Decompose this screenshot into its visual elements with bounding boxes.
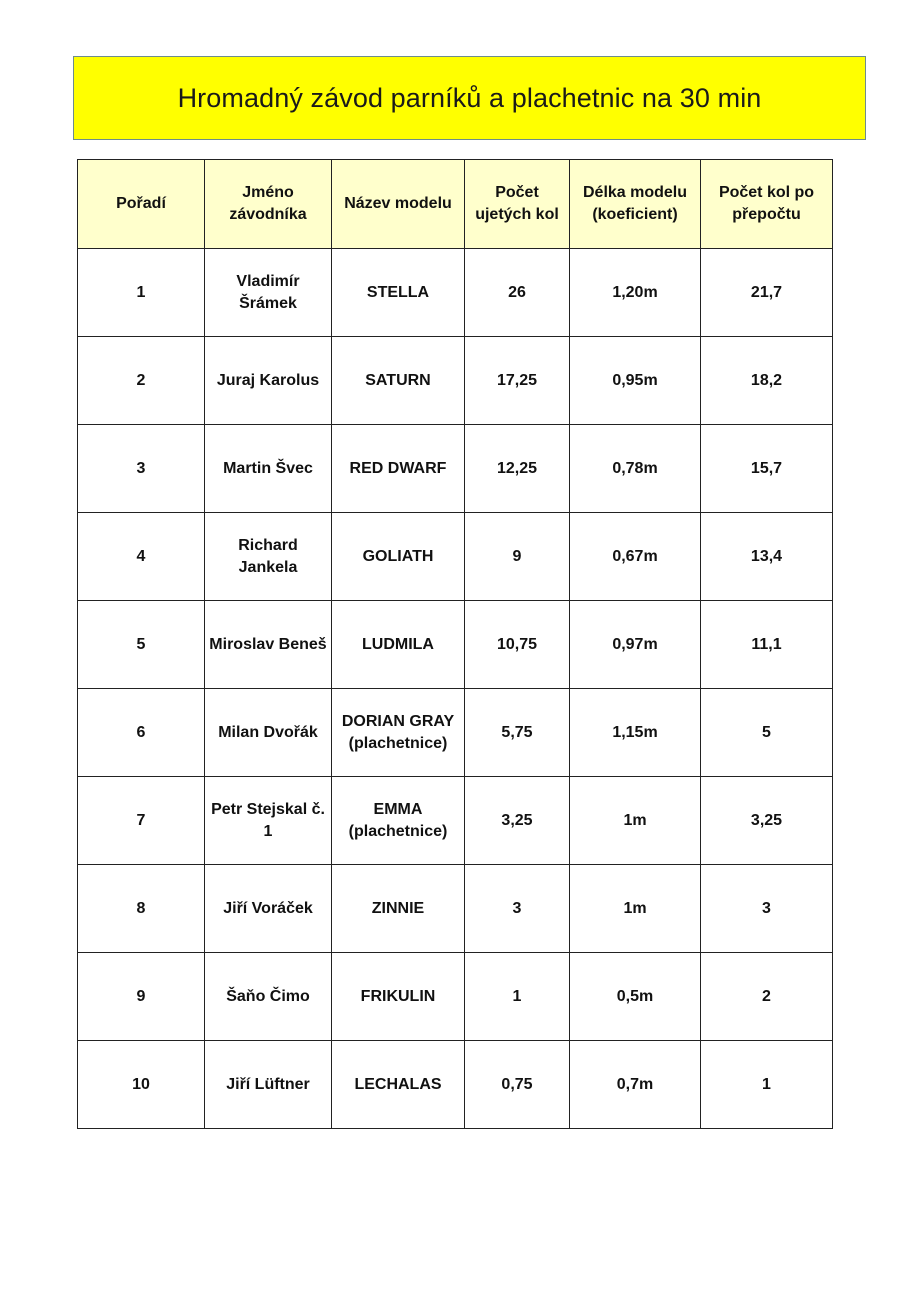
- model-length-cell: 0,67m: [570, 513, 701, 601]
- model-length-cell: 0,97m: [570, 601, 701, 689]
- rank-cell: 1: [78, 249, 205, 337]
- adjusted-laps-cell: 11,1: [701, 601, 833, 689]
- page-title: Hromadný závod parníků a plachetnic na 30 min: [177, 82, 762, 113]
- table-row: [78, 337, 833, 425]
- table-row: [78, 513, 833, 601]
- adjusted-laps-cell: 3,25: [701, 777, 833, 865]
- model-name-cell: FRIKULIN: [332, 953, 465, 1041]
- table-row: [78, 865, 833, 953]
- rank-cell: 2: [78, 337, 205, 425]
- model-name-cell: EMMA (plachetnice): [332, 777, 465, 865]
- model-name-cell: LECHALAS: [332, 1041, 465, 1129]
- racer-name-cell: Jiří Voráček: [205, 865, 332, 953]
- header-racer-name: Jméno závodníka: [205, 160, 332, 249]
- rank-cell: 10: [78, 1041, 205, 1129]
- header-model-length: Délka modelu (koeficient): [570, 160, 701, 249]
- racer-name-cell: Petr Stejskal č. 1: [205, 777, 332, 865]
- adjusted-laps-cell: 18,2: [701, 337, 833, 425]
- laps-cell: 0,75: [465, 1041, 570, 1129]
- adjusted-laps-cell: 3: [701, 865, 833, 953]
- header-model-name: Název modelu: [332, 160, 465, 249]
- rank-cell: 9: [78, 953, 205, 1041]
- adjusted-laps-cell: 5: [701, 689, 833, 777]
- adjusted-laps-cell: 2: [701, 953, 833, 1041]
- racer-name-cell: Jiří Lüftner: [205, 1041, 332, 1129]
- racer-name-cell: Richard Jankela: [205, 513, 332, 601]
- laps-cell: 10,75: [465, 601, 570, 689]
- model-length-cell: 0,78m: [570, 425, 701, 513]
- model-name-cell: GOLIATH: [332, 513, 465, 601]
- laps-cell: 17,25: [465, 337, 570, 425]
- title-banner: [73, 56, 866, 140]
- rank-cell: 6: [78, 689, 205, 777]
- table-row: [78, 601, 833, 689]
- model-name-cell: SATURN: [332, 337, 465, 425]
- rank-cell: 3: [78, 425, 205, 513]
- adjusted-laps-cell: 1: [701, 1041, 833, 1129]
- laps-cell: 9: [465, 513, 570, 601]
- model-length-cell: 0,95m: [570, 337, 701, 425]
- racer-name-cell: Šaňo Čimo: [205, 953, 332, 1041]
- adjusted-laps-cell: 13,4: [701, 513, 833, 601]
- table-row: [78, 953, 833, 1041]
- model-length-cell: 1m: [570, 865, 701, 953]
- rank-cell: 5: [78, 601, 205, 689]
- racer-name-cell: Juraj Karolus: [205, 337, 332, 425]
- model-length-cell: 1,20m: [570, 249, 701, 337]
- racer-name-cell: Martin Švec: [205, 425, 332, 513]
- racer-name-cell: Miroslav Beneš: [205, 601, 332, 689]
- results-table: [77, 159, 833, 1129]
- header-laps: Počet ujetých kol: [465, 160, 570, 249]
- header-rank: Pořadí: [78, 160, 205, 249]
- laps-cell: 1: [465, 953, 570, 1041]
- model-length-cell: 1m: [570, 777, 701, 865]
- rank-cell: 7: [78, 777, 205, 865]
- header-adjusted-laps: Počet kol po přepočtu: [701, 160, 833, 249]
- table-header-row: [78, 160, 833, 249]
- racer-name-cell: Vladimír Šrámek: [205, 249, 332, 337]
- model-name-cell: RED DWARF: [332, 425, 465, 513]
- model-name-cell: LUDMILA: [332, 601, 465, 689]
- table-row: [78, 777, 833, 865]
- laps-cell: 3: [465, 865, 570, 953]
- model-name-cell: ZINNIE: [332, 865, 465, 953]
- rank-cell: 8: [78, 865, 205, 953]
- model-name-cell: DORIAN GRAY (plachetnice): [332, 689, 465, 777]
- laps-cell: 12,25: [465, 425, 570, 513]
- model-length-cell: 0,7m: [570, 1041, 701, 1129]
- laps-cell: 5,75: [465, 689, 570, 777]
- model-length-cell: 1,15m: [570, 689, 701, 777]
- laps-cell: 26: [465, 249, 570, 337]
- laps-cell: 3,25: [465, 777, 570, 865]
- table-row: [78, 1041, 833, 1129]
- adjusted-laps-cell: 15,7: [701, 425, 833, 513]
- adjusted-laps-cell: 21,7: [701, 249, 833, 337]
- model-name-cell: STELLA: [332, 249, 465, 337]
- table-body: [78, 249, 833, 1129]
- model-length-cell: 0,5m: [570, 953, 701, 1041]
- table-row: [78, 689, 833, 777]
- racer-name-cell: Milan Dvořák: [205, 689, 332, 777]
- table-row: [78, 249, 833, 337]
- table-row: [78, 425, 833, 513]
- rank-cell: 4: [78, 513, 205, 601]
